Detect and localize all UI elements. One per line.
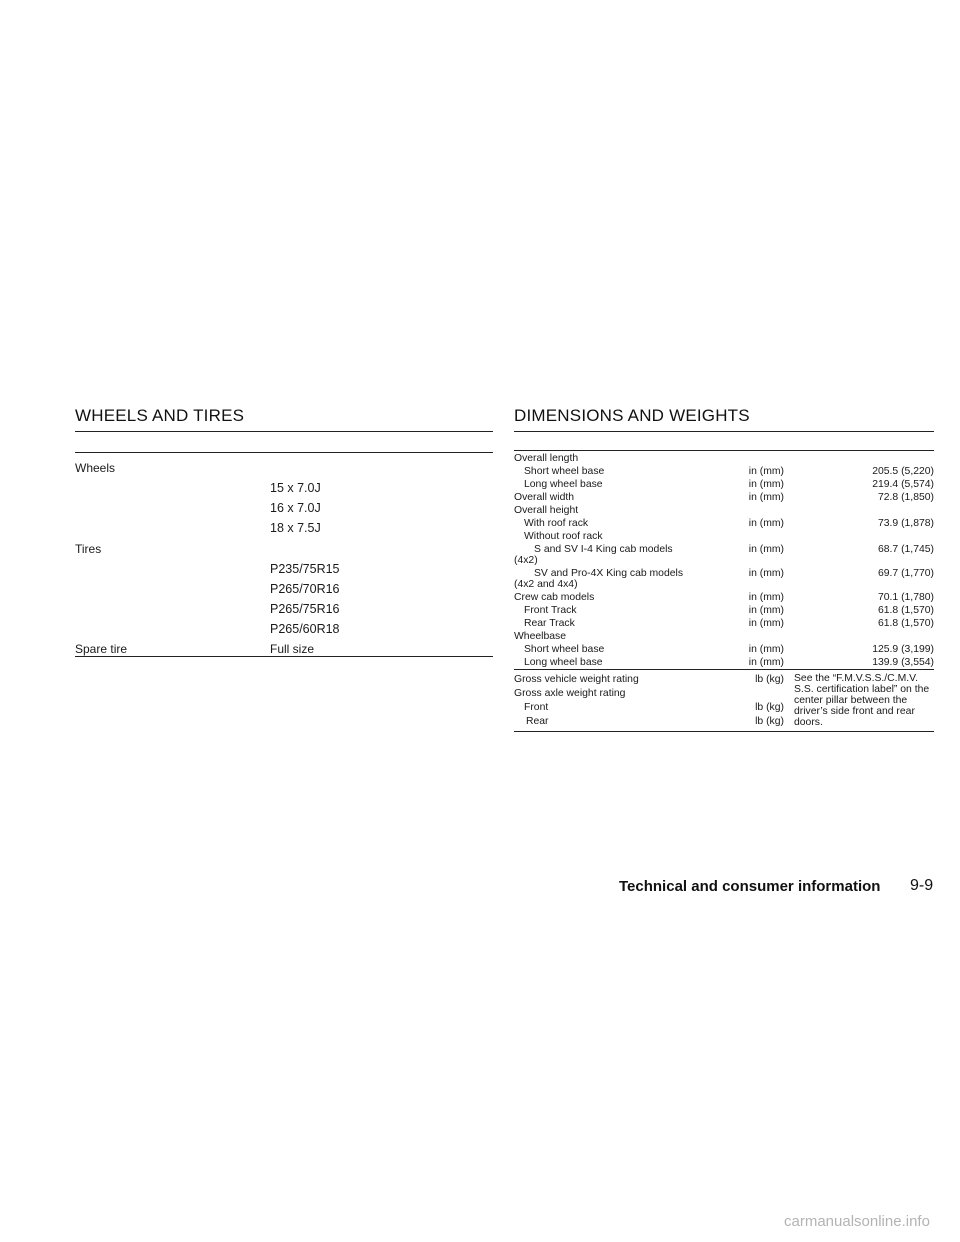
table-row [514, 631, 934, 643]
row-label: Overall height [514, 505, 579, 516]
row-label: With roof rack [524, 518, 589, 529]
row-label: Short wheel base [524, 644, 605, 655]
row-value: 61.8 (1,570) [877, 605, 934, 616]
dimensions-top-rule [514, 431, 934, 432]
row-unit: in (mm) [748, 605, 784, 616]
row-unit: in (mm) [748, 618, 784, 629]
row-value: 139.9 (3,554) [872, 657, 934, 668]
row-label: (4x2) [514, 555, 538, 566]
row-label: Long wheel base [524, 479, 603, 490]
row-label: SV and Pro-4X King cab models [534, 568, 684, 579]
gvwr-label: Gross vehicle weight rating [514, 674, 639, 685]
dimensions-title: DIMENSIONS AND WEIGHTS [514, 406, 750, 425]
row-unit: in (mm) [748, 644, 784, 655]
gawr-label: Gross axle weight rating [514, 688, 626, 699]
tire-size: P265/60R18 [270, 622, 340, 636]
certification-label-note: See the “F.M.V.S.S./C.M.V. S.S. certification label” on the center pillar between the driver’s side front and rear doors. [794, 673, 930, 728]
row-label: Short wheel base [524, 466, 605, 477]
rear-label: Rear [526, 716, 549, 727]
table-row [514, 716, 784, 728]
row-unit: in (mm) [748, 518, 784, 529]
table-row [514, 479, 934, 491]
row-value: 205.5 (5,220) [872, 466, 934, 477]
row-label: Front Track [524, 605, 577, 616]
row-label: (4x2 and 4x4) [514, 579, 578, 590]
table-row [514, 644, 934, 656]
row-value: 69.7 (1,770) [877, 568, 934, 579]
wheels-tires-bottom-rule [75, 656, 493, 657]
tire-size: P265/70R16 [270, 582, 340, 596]
row-unit: in (mm) [748, 657, 784, 668]
table-row [514, 579, 934, 591]
table-row [514, 674, 784, 686]
wheels-tires-header-rule [75, 452, 493, 453]
rear-unit: lb (kg) [755, 716, 784, 727]
row-value: 70.1 (1,780) [877, 592, 934, 603]
table-row [514, 605, 934, 617]
wheels-tires-top-rule [75, 431, 493, 432]
row-unit: in (mm) [748, 544, 784, 555]
front-unit: lb (kg) [755, 702, 784, 713]
table-row [514, 492, 934, 504]
spare-tire-label: Spare tire [75, 642, 128, 656]
row-label: Rear Track [524, 618, 575, 629]
row-value: 68.7 (1,745) [877, 544, 934, 555]
gvwr-unit: lb (kg) [755, 674, 784, 685]
row-unit: in (mm) [748, 466, 784, 477]
wheels-label: Wheels [75, 461, 116, 475]
row-unit: in (mm) [748, 592, 784, 603]
row-label: Overall width [514, 492, 575, 503]
dimensions-header-rule [514, 450, 934, 451]
front-label: Front [524, 702, 549, 713]
tire-size: P235/75R15 [270, 562, 340, 576]
table-row [514, 518, 934, 530]
table-row [514, 592, 934, 604]
row-value: 125.9 (3,199) [872, 644, 934, 655]
wheels-tires-title: WHEELS AND TIRES [75, 406, 245, 425]
table-row [514, 618, 934, 630]
row-unit: in (mm) [748, 492, 784, 503]
row-value: 73.9 (1,878) [877, 518, 934, 529]
dimensions-middle-rule [514, 669, 934, 670]
footer-section-name: Technical and consumer information [619, 878, 881, 895]
table-row [514, 688, 784, 700]
wheel-size: 15 x 7.0J [270, 481, 321, 495]
wheel-size: 16 x 7.0J [270, 501, 321, 515]
tires-label: Tires [75, 542, 102, 556]
row-label: Crew cab models [514, 592, 595, 603]
row-label: Overall length [514, 453, 579, 464]
row-unit: in (mm) [748, 479, 784, 490]
watermark: carmanualsonline.info [784, 1213, 930, 1230]
wheel-size: 18 x 7.5J [270, 521, 321, 535]
row-value: 61.8 (1,570) [877, 618, 934, 629]
row-value: 219.4 (5,574) [872, 479, 934, 490]
row-value: 72.8 (1,850) [877, 492, 934, 503]
row-label: S and SV I-4 King cab models [534, 544, 673, 555]
row-label: Wheelbase [514, 631, 566, 642]
table-row [514, 453, 934, 465]
page-number: 9-9 [910, 877, 934, 894]
dimensions-bottom-rule [514, 731, 934, 732]
spare-tire-value: Full size [270, 642, 315, 656]
table-row [514, 505, 934, 517]
table-row [514, 531, 934, 543]
tire-size: P265/75R16 [270, 602, 340, 616]
row-label: Long wheel base [524, 657, 603, 668]
row-unit: in (mm) [748, 568, 784, 579]
table-row [514, 555, 934, 567]
table-row [514, 466, 934, 478]
row-label: Without roof rack [524, 531, 603, 542]
table-row [514, 702, 784, 714]
table-row [514, 657, 934, 669]
